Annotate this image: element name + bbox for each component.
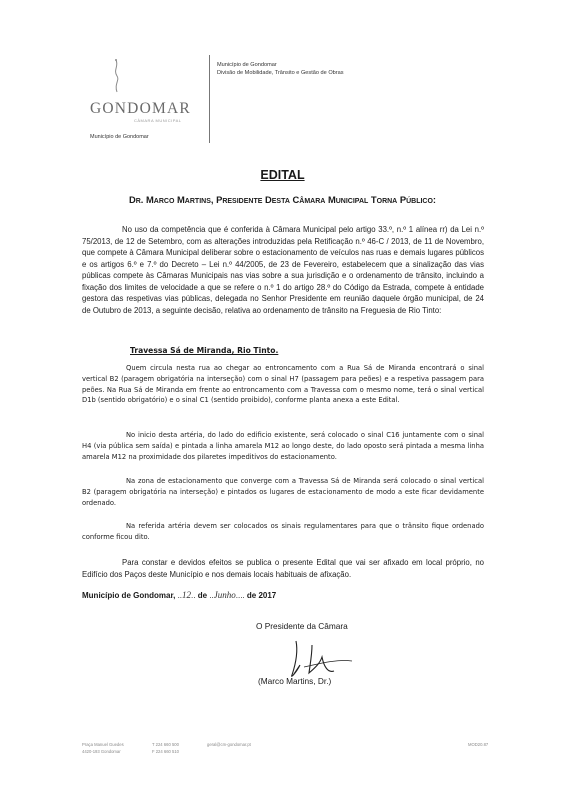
footer-address-line-1: Praça Manuel Guedes: [82, 742, 124, 747]
place-prefix: Município de Gondomar,: [82, 591, 176, 600]
traffic-paragraph-1-text: Quem circula nesta rua ao chegar ao entroncamento com a Rua Sá de Miranda encontrará o sinal vertical B2 (paragem obrigatória na interseção) com o sinal H7 (passagem para peões) e a respetiva passagem para peões. Na Rua Sá de Miranda em frente ao entroncamento com a Travessa com o mesmo nome, terá o sinal vertical D1b (sentido obrigatório) e o sinal C1 (sentido proibido), conforme planta anexa a este Edital.: [82, 364, 484, 405]
date-de-1: de: [197, 591, 208, 600]
intro-paragraph-text: No uso da competência que é conferida à Câmara Municipal pelo artigo 33.º, n.º 1 alínea rr) da Lei n.º 75/2013, de 12 de Setembro, com as alterações introduzidas pela Retificação n.º 46-C / 2013, de 11 de Novembro, que compete à Câmara Municipal deliberar sobre o estacionamento de veículos nas ruas e demais lugares públicos e os artigos 6.º e 7.º do Decreto – Lei n.º 44/2005, de 23 de Fevereiro, estabelecem que a sinalização das vias públicas compete às Câmaras Municipais nas vias sobre a sua jurisdição e o ordenamento de trânsito, incluindo a fixação dos limites de velocidade a que se refere o n.º 1 do artigo 28.º do Código da Estrada, compete à entidade gestora das respetivas vias públicas, delegada no Senhor Presidente em reunião daquele órgão municipal, de 24 de Outubro de 2013, a seguinte decisão, relativa ao ordenamento de trânsito na Freguesia de Rio Tinto:: [82, 225, 484, 315]
department-line-2: Divisão de Mobilidade, Trânsito e Gestão de Obras: [217, 70, 344, 77]
footer-phones: [152, 742, 179, 755]
traffic-paragraph-4-text: Na referida artéria devem ser colocados os sinais regulamentares para que o trânsito fique ordenado conforme ficou dito.: [82, 522, 484, 541]
street-heading: Travessa Sá de Miranda, Rio Tinto.: [130, 346, 279, 355]
logo-caption: Município de Gondomar: [90, 134, 149, 140]
footer-address: [82, 742, 124, 755]
president-label: O Presidente da Câmara: [256, 621, 348, 631]
footer-phone-2: F 224 660 510: [152, 748, 180, 754]
document-title: EDITAL: [260, 168, 305, 182]
date-day: 12: [182, 590, 192, 600]
date-de-2: de: [246, 591, 257, 600]
place-and-date: Município de Gondomar, ..12.. de ..Junho.... de 2017: [82, 590, 277, 600]
traffic-paragraph-3: [82, 476, 484, 508]
logo-wordmark: GONDOMAR: [90, 100, 191, 117]
traffic-paragraph-2-text: No inicio desta artéria, do lado do edificio existente, será colocado o sinal C16 juntamente com o sinal H4 (via pública sem saída) e pintada a linha amarela M12 ao longo deste, do lado oposto será pintada a mesma linha amarela M12 na proximidade dos pilaretes impeditivos do estacionamento.: [82, 431, 484, 461]
document-subtitle: Dr. Marco Martins, Presidente Desta Câmara Municipal Torna Público:: [128, 194, 437, 205]
logo-mark-icon: [110, 58, 124, 96]
signature-icon: [282, 637, 362, 681]
department-line-1: Município de Gondomar: [217, 62, 277, 68]
closing-paragraph: [82, 557, 484, 580]
footer-form-code: MOD20.87: [468, 742, 489, 747]
department-block: [217, 61, 344, 78]
date-month: Junho: [213, 590, 236, 600]
traffic-paragraph-1: [82, 363, 484, 406]
intro-paragraph: [82, 224, 484, 316]
traffic-paragraph-2: [82, 430, 484, 462]
logo-subtext: CÂMARA MUNICIPAL: [134, 118, 182, 123]
signer-name: (Marco Martins, Dr.): [258, 676, 332, 686]
date-year: 2017: [258, 591, 277, 600]
traffic-paragraph-4: [82, 521, 484, 543]
traffic-paragraph-3-text: Na zona de estacionamento que converge com a Travessa Sá de Miranda será colocado o sinal vertical B2 (paragem obrigatória na interseção) e pintados os lugares de estacionamento de modo a este ficar devidamente ordenado.: [82, 477, 484, 507]
footer-phone-1: T 224 660 500: [152, 742, 179, 747]
footer-address-line-2: 4420-193 Gondomar: [82, 748, 121, 754]
footer-email: geral@cm-gondomar.pt: [207, 742, 251, 747]
closing-paragraph-text: Para constar e devidos efeitos se publica o presente Edital que vai ser afixado em local próprio, no Edifício dos Paços deste Município e nos demais locais habituais de afixação.: [82, 558, 484, 579]
header-divider: [209, 55, 210, 143]
